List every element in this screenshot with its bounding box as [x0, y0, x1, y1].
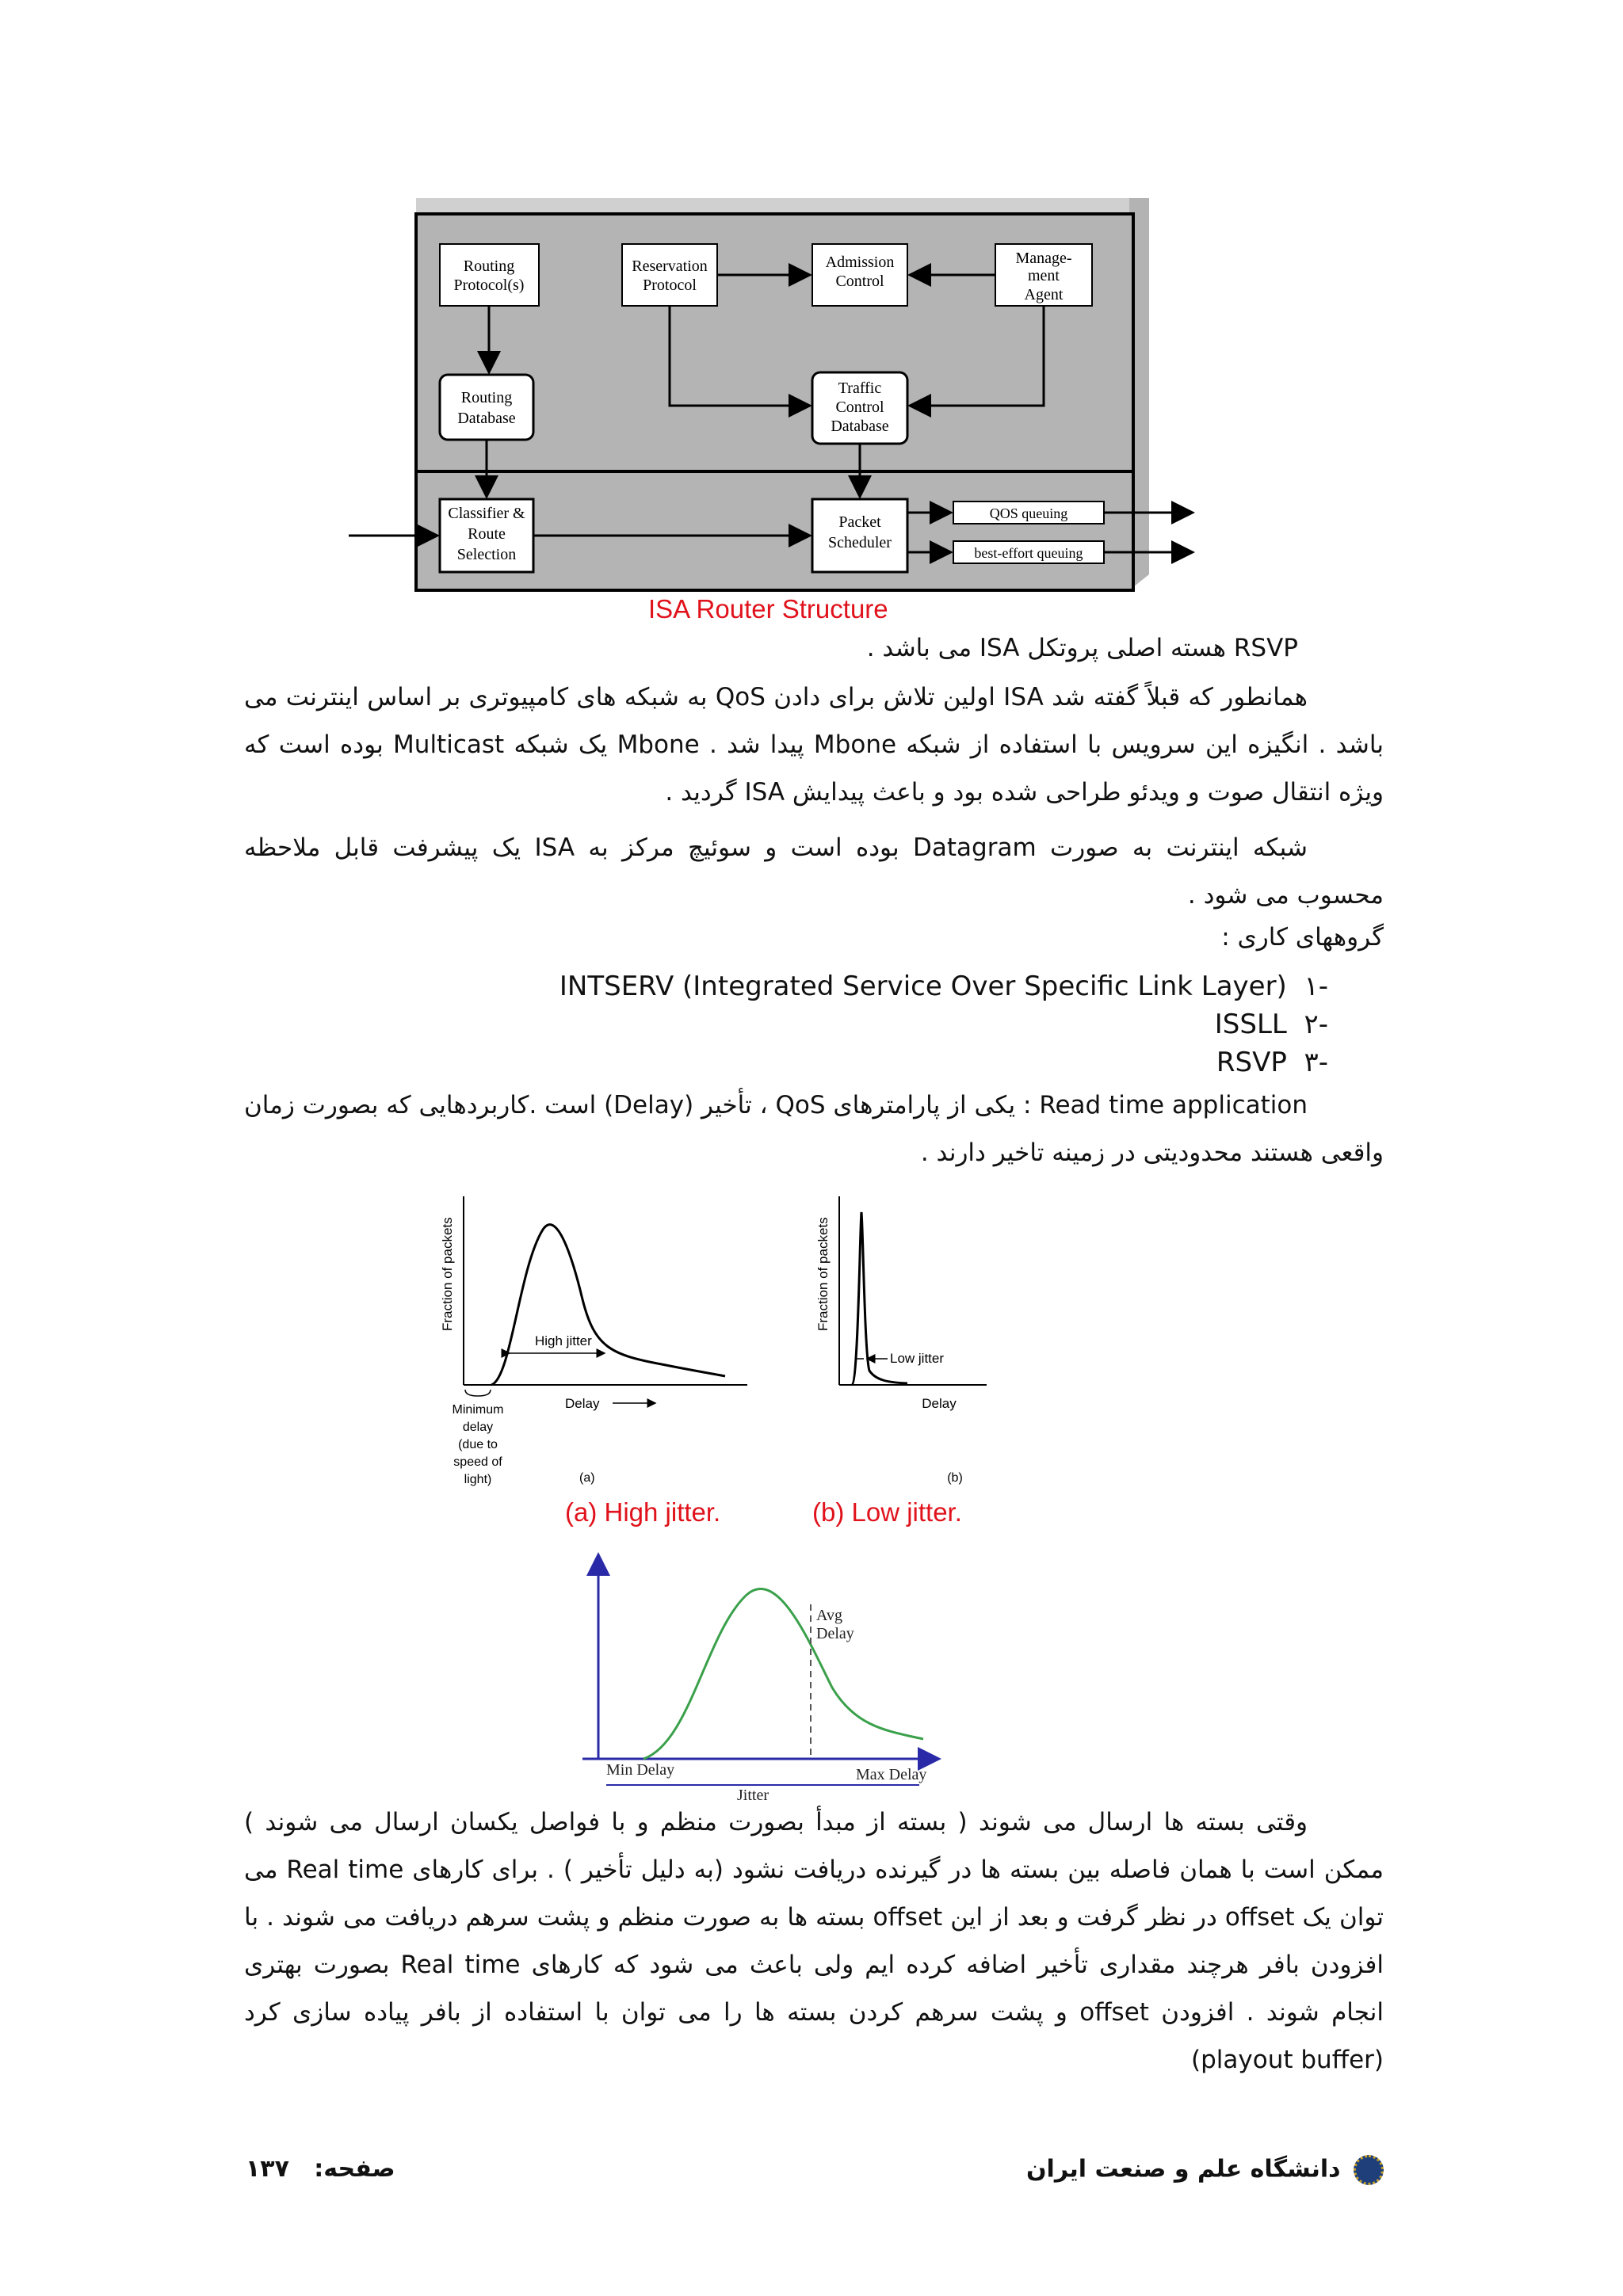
paragraph-datagram: شبکه اینترنت به صورت Datagram بوده است و سوئیچ مرکز به ISA یک پیشرفت قابل ملاحظه محسوب می شود .: [244, 833, 1384, 910]
svg-text:Min Delay: Min Delay: [606, 1761, 675, 1779]
svg-text:Routing: Routing: [463, 257, 515, 275]
svg-text:delay: delay: [462, 1421, 494, 1434]
svg-text:best-effort queuing: best-effort queuing: [974, 545, 1083, 561]
packet-scheduler-box: [812, 499, 907, 572]
svg-text:ment: ment: [1028, 267, 1060, 284]
caption-high-jitter: (a) High jitter.: [565, 1497, 721, 1527]
svg-text:Minimum: Minimum: [452, 1403, 504, 1417]
svg-text:Scheduler: Scheduler: [828, 534, 892, 551]
caption-low-jitter: (b) Low jitter.: [812, 1497, 962, 1527]
svg-text:Control: Control: [835, 399, 884, 416]
svg-text:Max Delay: Max Delay: [856, 1766, 927, 1783]
svg-text:Delay: Delay: [565, 1396, 600, 1411]
svg-text:Manage-: Manage-: [1015, 250, 1072, 267]
svg-text:Jitter: Jitter: [737, 1787, 769, 1804]
svg-text:Protocol(s): Protocol(s): [453, 277, 525, 294]
admission-control-box: [812, 244, 907, 306]
svg-text:Route: Route: [468, 525, 506, 543]
qos-queuing-box: [953, 502, 1104, 524]
svg-text:Routing: Routing: [460, 389, 513, 406]
paragraph-rsvp: RSVP هسته اصلی پروتکل ISA می باشد .: [866, 634, 1298, 662]
best-effort-queuing-box: [953, 541, 1104, 563]
paragraph-read-time: Read time application : یکی از پارامترهای QoS ، تأخیر (Delay) است .کاربردهایی که بصورت زمان واقعی هستند محدودیتی در زمینه تاخیر دارند .: [244, 1091, 1384, 1167]
routing-protocols-box: [440, 244, 539, 306]
svg-text:QOS queuing: QOS queuing: [989, 505, 1068, 521]
svg-text:Avg: Avg: [816, 1607, 842, 1624]
svg-text:Database: Database: [831, 418, 889, 435]
svg-text:Delay: Delay: [816, 1625, 854, 1642]
working-groups-heading: گروههای کاری :: [1221, 923, 1384, 952]
svg-text:Classifier &: Classifier &: [448, 505, 525, 522]
high-jitter-chart: [440, 1196, 747, 1486]
svg-text:High jitter: High jitter: [535, 1333, 592, 1348]
traffic-control-database-box: [812, 372, 907, 444]
svg-text:(a): (a): [579, 1471, 595, 1485]
svg-text:Reservation: Reservation: [632, 257, 708, 275]
delay-chart: [582, 1554, 939, 1804]
svg-text:Agent: Agent: [1024, 286, 1064, 303]
paragraph-isa-history: همانطور که قبلاً گفته شد ISA اولین تلاش برای دادن QoS به شبکه های کامپیوتری بر اساس اینترنت می باشد . انگیزه این سرویس با استفاده از شبکه Mbone پیدا شد . Mbone یک شبکه Multicast بوده است که ویژه انتقال صوت و ویدئو طراحی شده بود و باعث پیدایش ISA گردید .: [244, 683, 1384, 807]
svg-text:Database: Database: [457, 410, 516, 427]
footer-university: دانشگاه علم و صنعت ایران: [1026, 2155, 1384, 2185]
svg-text:Packet: Packet: [838, 513, 881, 531]
svg-text:(b): (b): [947, 1471, 963, 1485]
svg-text:Traffic: Traffic: [838, 379, 882, 397]
svg-text:Delay: Delay: [922, 1396, 957, 1411]
list-item: -۲ ISSLL: [1214, 1009, 1328, 1040]
svg-text:speed of: speed of: [453, 1455, 502, 1469]
isa-router-figure: [341, 190, 1205, 602]
low-jitter-chart: [815, 1196, 987, 1485]
delay-distribution-figure: [571, 1545, 951, 1806]
university-logo-icon: [1354, 2155, 1384, 2185]
svg-text:light): light): [464, 1473, 492, 1486]
list-item: -۳ RSVP: [1216, 1047, 1328, 1078]
paragraph-playout-buffer: وقتی بسته ها ارسال می شوند ( بسته از مبدأ بصورت منظم و با فواصل یکسان ارسال می شوند ) ممکن است با همان فاصله بین بسته ها در گیرنده دریافت نشود (به دلیل تأخیر ) . برای کارهای Real time می توان یک offset در نظر گرفت و بعد از این offset بسته ها به صورت منظم و پشت سرهم دریافت می شوند . با افزودن بافر هرچند مقداری تأخیر اضافه کرده ایم ولی باعث می شود که کارهای Real time بصورت بهتری انجام شوند . افزودن offset و پشت سرهم کردن بسته ها را می توان با استفاده از بافر پیاده سازی کرد (playout buffer): [244, 1808, 1384, 2074]
classifier-box: [440, 499, 533, 572]
list-item: -۱ INTSERV (Integrated Service Over Specific Link Layer): [559, 971, 1328, 1002]
svg-text:Admission: Admission: [825, 254, 895, 271]
management-agent-box: [995, 244, 1092, 306]
isa-figure-caption: ISA Router Structure: [648, 594, 888, 624]
jitter-figure: [432, 1180, 1002, 1497]
svg-text:Selection: Selection: [456, 546, 517, 563]
svg-text:Low jitter: Low jitter: [890, 1351, 945, 1366]
svg-text:(due to: (due to: [458, 1438, 498, 1451]
svg-text:Protocol: Protocol: [643, 277, 697, 294]
svg-text:Control: Control: [835, 273, 884, 290]
footer-page-number: صفحه: ۱۳۷: [246, 2155, 395, 2183]
routing-database-box: [440, 375, 533, 440]
reservation-protocol-box: [622, 244, 717, 306]
svg-text:Fraction of packets: Fraction of packets: [440, 1217, 455, 1331]
svg-text:Fraction of packets: Fraction of packets: [815, 1217, 831, 1331]
